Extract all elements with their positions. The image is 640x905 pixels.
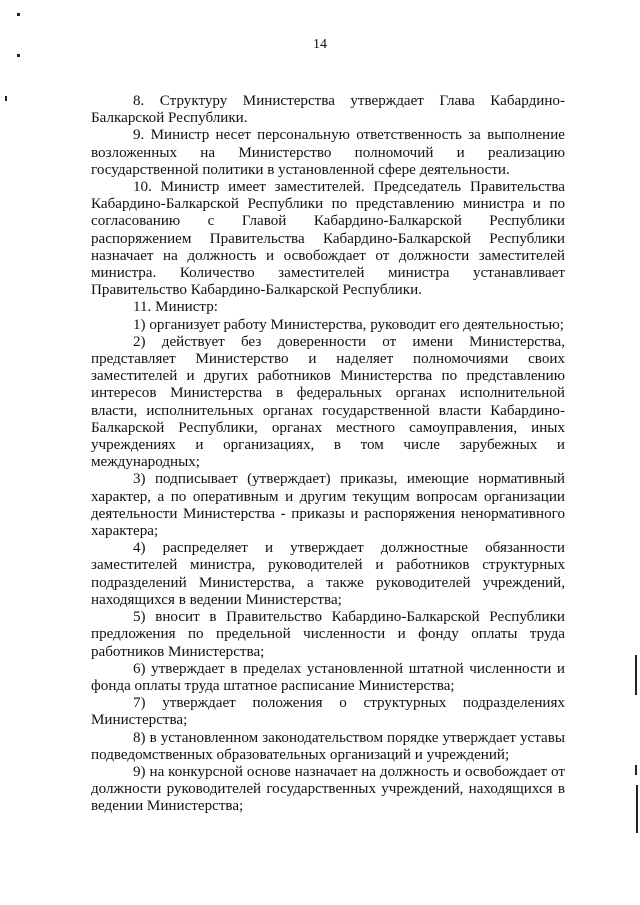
paragraph-9: 9. Министр несет персональную ответственность за выполнение возложенных на Министерство полномочий и реализацию государственной политики в установленной сфере деятельности. <box>91 127 565 178</box>
scan-mark <box>5 96 7 101</box>
list-item-6: 6) утверждает в пределах установленной штатной численности и фонда оплаты труда штатное расписание Министерства; <box>91 660 565 694</box>
document-body <box>91 93 565 816</box>
list-item-1: 1) организует работу Министерства, руководит его деятельностью; <box>133 316 564 333</box>
scan-edge-line <box>636 785 638 833</box>
list-item-4: 4) распределяет и утверждает должностные обязанности заместителей министра, руководителей и работников структурных подразделений Министерства, а также руководителей учреждений, находящихся в ведении Министерства; <box>91 540 565 608</box>
list-item-7: 7) утверждает положения о структурных подразделениях Министерства; <box>91 695 565 729</box>
list-item-9: 9) на конкурсной основе назначает на должность и освобождает от должности руководителей государственных учреждений, находящихся в ведении Министерства; <box>91 763 565 815</box>
list-item-5: 5) вносит в Правительство Кабардино-Балкарской Республики предложения по предельной численности и фонду оплаты труда работников Министерства; <box>91 609 565 660</box>
scan-mark <box>17 54 20 57</box>
paragraph-11-heading: 11. Министр: <box>133 299 218 316</box>
paragraph-10: 10. Министр имеет заместителей. Председатель Правительства Кабардино-Балкарской Республики по представлению министра и по согласованию с Главой Кабардино-Балкарской Республики распоряжением Правительства Кабардино-Балкарской Республики назначает на должность и освобождает от должности заместителей министра. Количество заместителей министра устанавливает Правительство Кабардино-Балкарской Республики. <box>91 179 565 299</box>
list-item-3: 3) подписывает (утверждает) приказы, имеющие нормативный характер, а по оперативным и другим текущим вопросам организации деятельности Министерства - приказы и распоряжения ненормативного характера; <box>91 471 565 540</box>
paragraph-8: 8. Структуру Министерства утверждает Глава Кабардино-Балкарской Республики. <box>91 93 565 127</box>
page-number: 14 <box>313 37 327 52</box>
scan-mark <box>17 13 20 16</box>
list-item-2: 2) действует без доверенности от имени Министерства, представляет Министерство и наделяет полномочиями своих заместителей и других работников Министерства по представлению интересов Министерства в федеральных органах исполнительной власти, исполнительных органах государственной власти Кабардино-Балкарской Республики, органах местного самоуправления, иных учреждениях и организациях, в том числе зарубежных и международных; <box>91 333 565 471</box>
list-item-8: 8) в установленном законодательством порядке утверждает уставы подведомственных образовательных организаций и учреждений; <box>91 729 565 763</box>
scan-edge-line <box>635 655 637 695</box>
scan-edge-line <box>635 765 637 775</box>
